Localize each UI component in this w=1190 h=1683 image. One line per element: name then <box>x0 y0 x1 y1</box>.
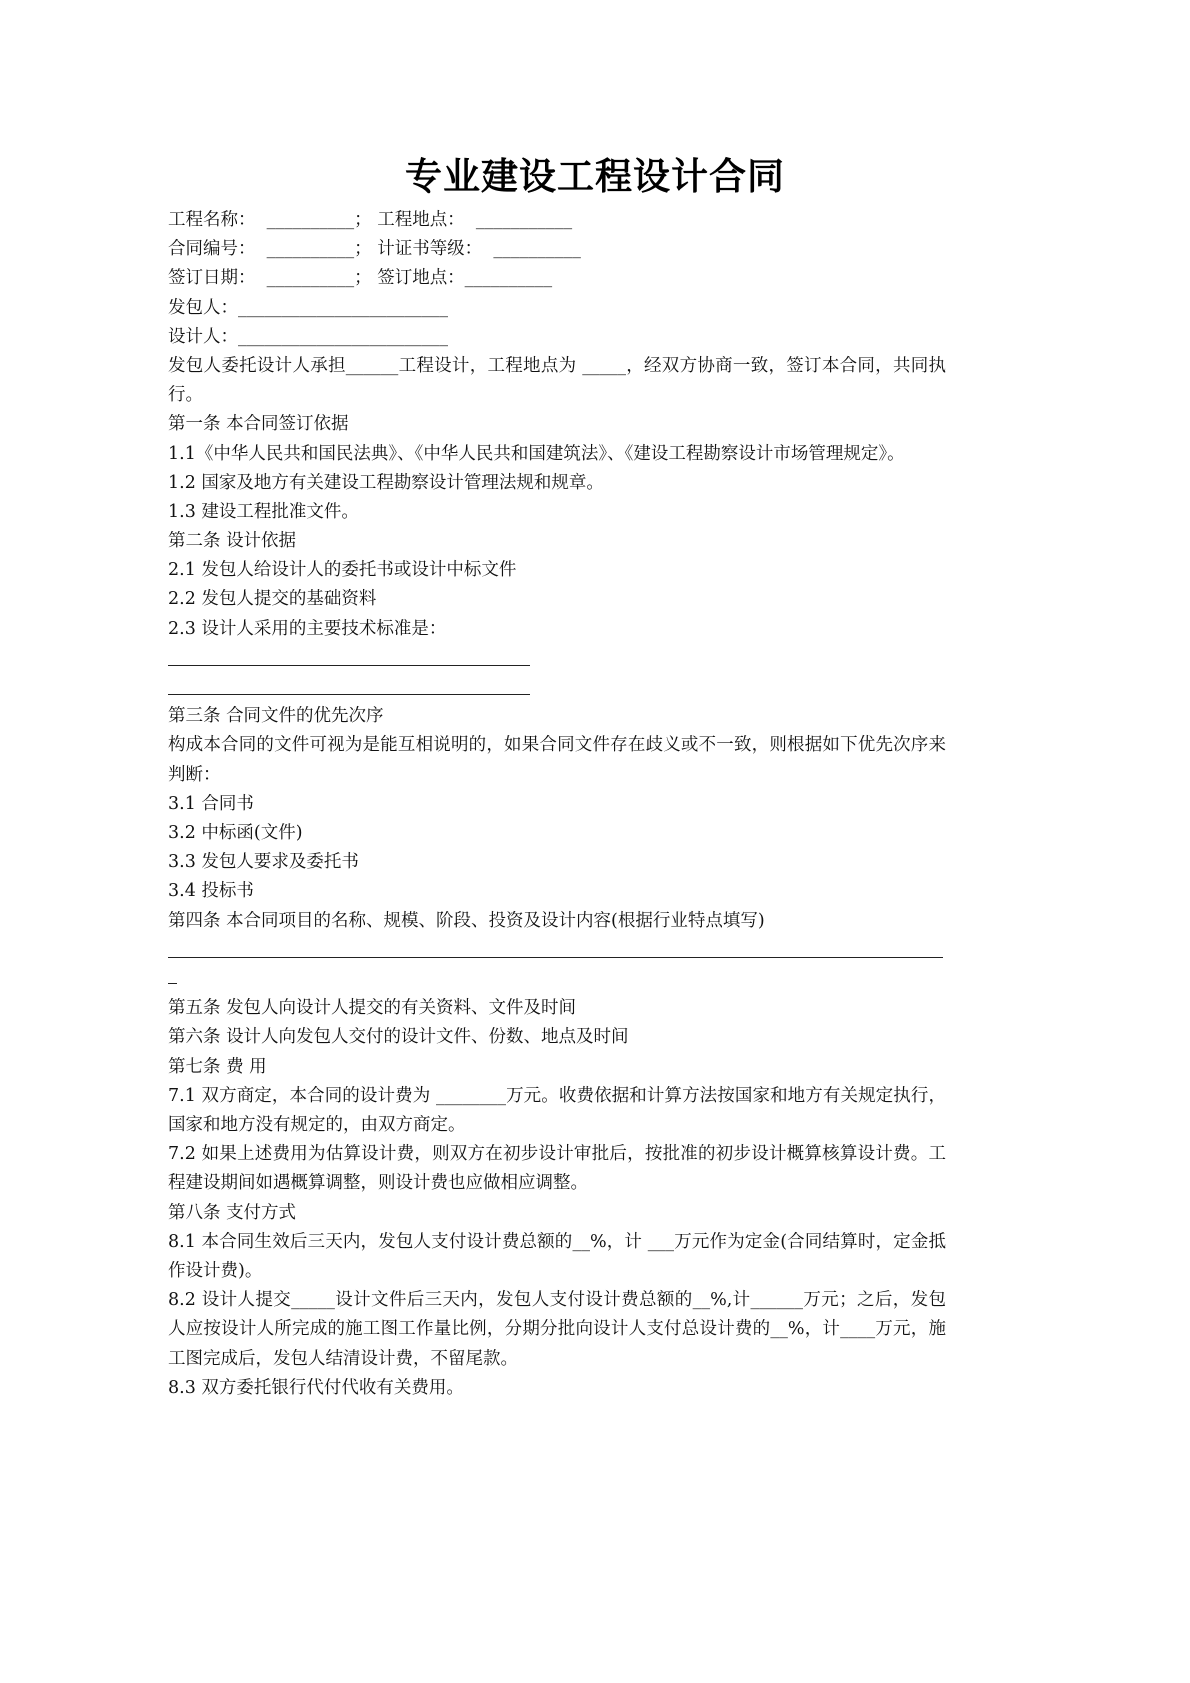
clause-2-2: 2.2 发包人提交的基础资料 <box>168 589 377 610</box>
article-7-heading: 第七条 费 用 <box>168 1056 267 1077</box>
clause-3-1: 3.1 合同书 <box>168 793 254 814</box>
clause-2-3: 2.3 设计人采用的主要技术标准是： <box>168 618 447 639</box>
blank-line-standards-2 <box>168 673 946 702</box>
article-5-heading: 第五条 发包人向设计人提交的有关资料、文件及时间 <box>168 998 577 1019</box>
article-4-heading: 第四条 本合同项目的名称、规模、阶段、投资及设计内容(根据行业特点填写) <box>168 910 765 931</box>
document-title: 专业建设工程设计合同 <box>405 155 785 198</box>
clause-3-4: 3.4 投标书 <box>168 881 254 902</box>
clause-3-2: 3.2 中标函(文件) <box>168 823 303 844</box>
field-employer: 发包人：________________________ <box>168 297 448 318</box>
field-designer: 设计人：________________________ <box>168 326 448 347</box>
clause-7-1: 7.1 双方商定，本合同的设计费为 ________万元。收费依据和计算方法按国家和地方有关规定执行，国家和地方没有规定的，由双方商定。 <box>168 1085 946 1135</box>
article-6-heading: 第六条 设计人向发包人交付的设计文件、份数、地点及时间 <box>168 1027 629 1048</box>
clause-7-2: 7.2 如果上述费用为估算设计费，则双方在初步设计审批后，按批准的初步设计概算核算设计费。工程建设期间如遇概算调整，则设计费也应做相应调整。 <box>168 1144 946 1194</box>
clause-8-1: 8.1 本合同生效后三天内，发包人支付设计费总额的__%，计 ___万元作为定金(合同结算时，定金抵作设计费)。 <box>168 1231 946 1281</box>
document-body <box>168 206 946 1403</box>
blank-line-overflow-mark <box>168 965 946 994</box>
article-1-heading: 第一条 本合同签订依据 <box>168 414 349 435</box>
article-3-intro: 构成本合同的文件可视为是能互相说明的，如果合同文件存在歧义或不一致，则根据如下优先次序来判断： <box>168 735 946 785</box>
clause-3-3: 3.3 发包人要求及委托书 <box>168 852 359 873</box>
article-2-heading: 第二条 设计依据 <box>168 531 297 552</box>
clause-1-2: 1.2 国家及地方有关建设工程勘察设计管理法规和规章。 <box>168 472 604 493</box>
field-signing-date-place: 签订日期： __________； 签订地点：__________ <box>168 268 553 289</box>
preamble-paragraph: 发包人委托设计人承担______工程设计，工程地点为 _____，经双方协商一致，签订本合同，共同执行。 <box>168 355 946 406</box>
blank-line-standards-1 <box>168 644 946 673</box>
field-contract-number-grade: 合同编号： __________； 计证书等级： __________ <box>168 239 581 260</box>
blank-line-project-content <box>168 936 946 965</box>
clause-1-1: 1.1《中华人民共和国民法典》、《中华人民共和国建筑法》、《建设工程勘察设计市场管理规定》。 <box>168 443 905 464</box>
clause-8-2: 8.2 设计人提交_____设计文件后三天内，发包人支付设计费总额的__%,计______万元；之后，发包人应按设计人所完成的施工图工作量比例，分期分批向设计人支付总设计费的__%，计____万元，施工图完成后，发包人结清设计费，不留尾款。 <box>168 1290 946 1369</box>
article-3-heading: 第三条 合同文件的优先次序 <box>168 706 384 727</box>
field-project-name-location: 工程名称： __________； 工程地点： ___________ <box>168 210 573 230</box>
clause-1-3: 1.3 建设工程批准文件。 <box>168 501 359 522</box>
clause-2-1: 2.1 发包人给设计人的委托书或设计中标文件 <box>168 560 517 581</box>
clause-8-3: 8.3 双方委托银行代付代收有关费用。 <box>168 1377 464 1398</box>
article-8-heading: 第八条 支付方式 <box>168 1202 297 1223</box>
